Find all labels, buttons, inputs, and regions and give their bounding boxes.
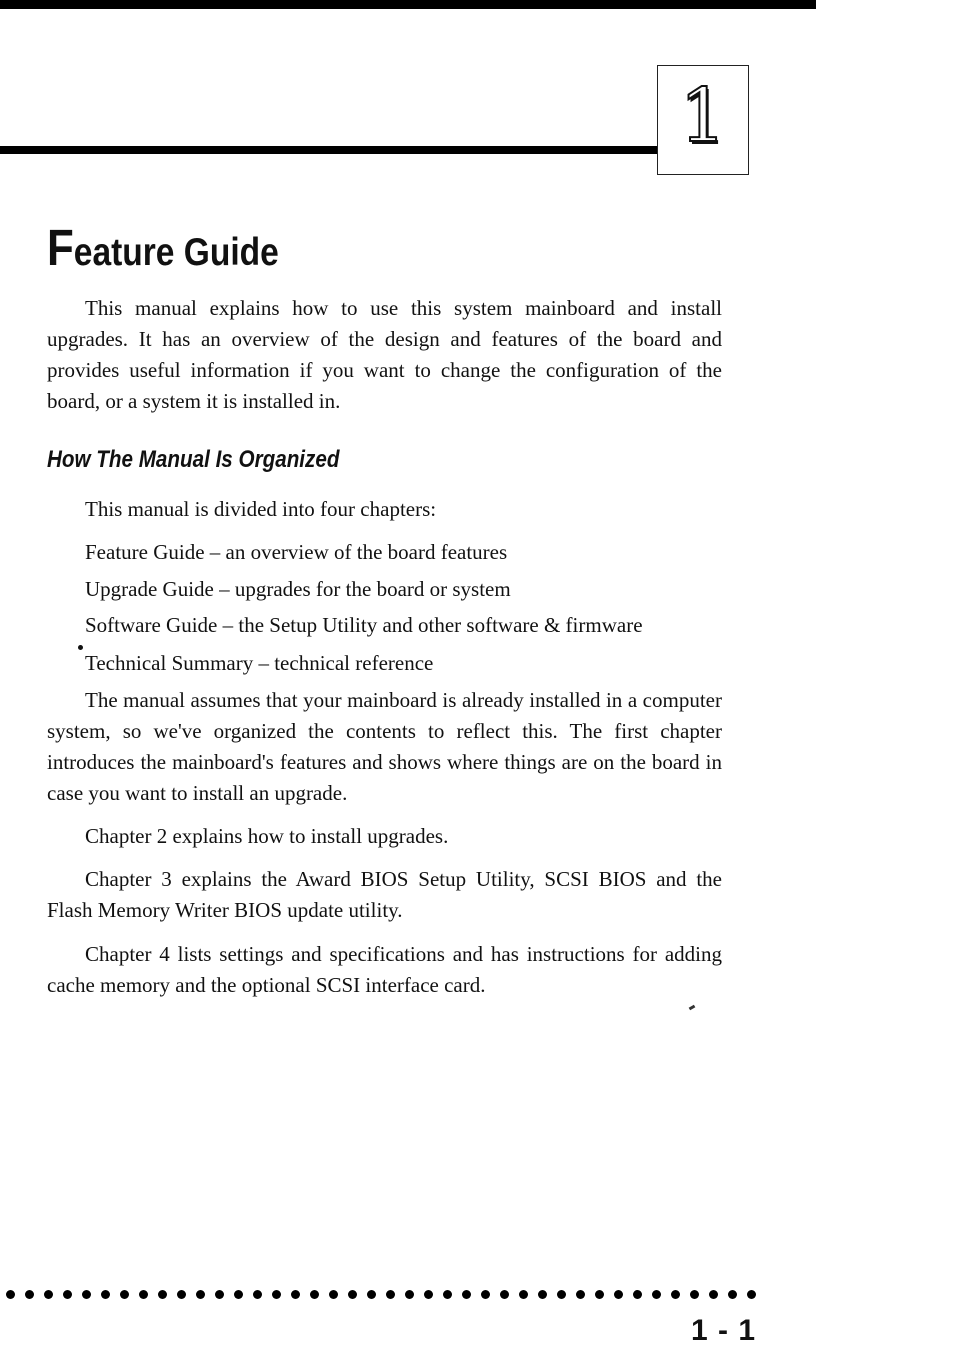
stray-pen-mark [689, 1005, 696, 1011]
title-rest: eature Guide [73, 231, 279, 274]
footer-dot [272, 1290, 281, 1299]
footer-dot [481, 1290, 490, 1299]
section-heading: How The Manual Is Organized [47, 446, 340, 473]
page-number: 1 - 1 [690, 1314, 756, 1347]
footer-dot [25, 1290, 34, 1299]
footer-dot [690, 1290, 699, 1299]
footer-dot [310, 1290, 319, 1299]
footer-dot [671, 1290, 680, 1299]
footer-dot [652, 1290, 661, 1299]
chapter-number-box [657, 65, 749, 175]
chapter-list-item: Software Guide – the Setup Utility and other software & firmware [85, 613, 643, 637]
footer-dot [576, 1290, 585, 1299]
footer-dot [709, 1290, 718, 1299]
chapter-rule [0, 146, 658, 154]
page-title [47, 218, 279, 283]
body-paragraph: The manual assumes that your mainboard is already installed in a computer system, so we've organized the contents to reflect this. The first chapter introduces the mainboard's features and shows where things are on the board in case you want to install an upgrade. [47, 688, 722, 805]
footer-dot [519, 1290, 528, 1299]
footer-dot [196, 1290, 205, 1299]
body-paragraph: Chapter 4 lists settings and specifications and has instructions for adding cache memory and the optional SCSI interface card. [47, 942, 722, 997]
footer-dot [101, 1290, 110, 1299]
footer-dot [329, 1290, 338, 1299]
body-paragraph: Chapter 3 explains the Award BIOS Setup Utility, SCSI BIOS and the Flash Memory Writer BIOS update utility. [47, 867, 722, 922]
footer-dot [253, 1290, 262, 1299]
footer-dot [139, 1290, 148, 1299]
footer-dot [443, 1290, 452, 1299]
chapter-list-item: Technical Summary – technical reference [85, 651, 434, 675]
footer-dot [633, 1290, 642, 1299]
footer-dot [595, 1290, 604, 1299]
divided-line: This manual is divided into four chapters: [85, 497, 437, 521]
footer-dot [234, 1290, 243, 1299]
footer-dot [405, 1290, 414, 1299]
footer-dot [63, 1290, 72, 1299]
footer-dot [177, 1290, 186, 1299]
footer-dot [728, 1290, 737, 1299]
footer-dot [158, 1290, 167, 1299]
footer-dot-rule [6, 1290, 756, 1302]
footer-dot [538, 1290, 547, 1299]
footer-dot [120, 1290, 129, 1299]
chapter-list-item: Feature Guide – an overview of the board features [85, 540, 508, 564]
footer-dot [348, 1290, 357, 1299]
body-paragraph: Chapter 2 explains how to install upgrades. [85, 824, 449, 848]
footer-dot [291, 1290, 300, 1299]
footer-dot [424, 1290, 433, 1299]
footer-dot [6, 1290, 15, 1299]
chapter-list-item: Upgrade Guide – upgrades for the board or system [85, 577, 511, 601]
footer-dot [500, 1290, 509, 1299]
top-border-bar [0, 0, 816, 9]
footer-dot [215, 1290, 224, 1299]
footer-dot [82, 1290, 91, 1299]
footer-dot [557, 1290, 566, 1299]
footer-dot [44, 1290, 53, 1299]
footer-dot [462, 1290, 471, 1299]
footer-dot [367, 1290, 376, 1299]
intro-paragraph: This manual explains how to use this system mainboard and install upgrades. It has an overview of the design and features of the board and provides useful information if you want to change the configuration of the board, or a system it is installed in. [47, 296, 722, 413]
chapter-number: 1 [679, 73, 727, 159]
footer-dot [614, 1290, 623, 1299]
footer-dot [386, 1290, 395, 1299]
title-initial: F [47, 219, 74, 276]
stray-dot-mark [78, 645, 83, 650]
footer-dot [747, 1290, 756, 1299]
